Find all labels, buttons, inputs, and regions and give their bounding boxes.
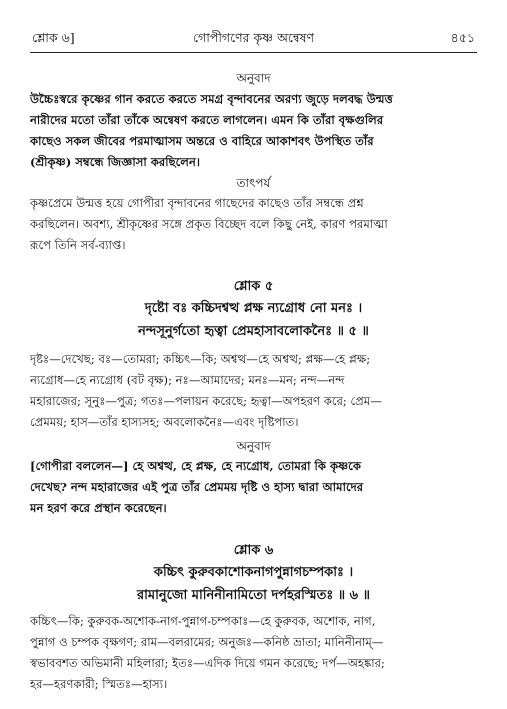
text-line: দৃষ্টঃ—দেখেছ; বঃ—তোমরা; কচ্চিৎ—কি; অশ্বত্থ—হে অশ্বত্থ; প্লক্ষ—হে প্লক্ষ; bbox=[30, 352, 371, 366]
verse-line: রামানুজো মানিনীনামিতো দর্পহরস্মিতঃ ॥ ৬ ॥ bbox=[136, 588, 371, 603]
verse-5-heading: শ্লোক ৫ bbox=[233, 279, 274, 294]
verse-6-heading: শ্লোক ৬ bbox=[233, 543, 274, 558]
text-line: পুন্নাগ ও চম্পক বৃক্ষগণ; রাম—বলরামের; অনুজঃ—কনিষ্ঠ ভ্রাতা; মানিনীনাম্— bbox=[30, 635, 384, 649]
header-chapter-title: গোপীগণের কৃষ্ণ অন্বেষণ bbox=[192, 30, 315, 45]
header-page-number: ৪৫১ bbox=[450, 30, 475, 45]
translation-heading: অনুবাদ bbox=[236, 71, 271, 85]
text-line: হর—হরণকারী; স্মিতঃ—হাস্য। bbox=[30, 677, 168, 691]
verse-line: নন্দসূনুর্গতো হৃত্বা প্রেমহাসাবলোকনৈঃ ॥ ৫ ॥ bbox=[138, 324, 369, 339]
text-line: উচ্চৈঃস্বরে কৃষ্ণের গান করতে করতে সমগ্র বৃন্দাবনের অরণ্য জুড়ে দলবদ্ধ উন্মত্ত bbox=[30, 92, 393, 106]
purport-heading: তাৎপর্য bbox=[236, 176, 271, 190]
verse-6-text bbox=[30, 561, 477, 607]
text-line: ন্যগ্রোধ—হে ন্যগ্রোধ (বট বৃক্ষ); নঃ—আমাদের; মনঃ—মন; নন্দ—নন্দ bbox=[30, 373, 345, 387]
text-line: দেখেছ? নন্দ মহারাজের এই পুত্র তাঁর প্রেমময় দৃষ্টি ও হাস্য দ্বারা আমাদের bbox=[30, 480, 364, 494]
text-line: রূপে তিনি সর্ব-ব্যাপ্ত। bbox=[30, 238, 126, 252]
verse-line: কচ্চিৎ কুরুবকাশোকনাগপুন্নাগচম্পকাঃ । bbox=[153, 565, 354, 580]
text-line: মহারাজের; সূনুঃ—পুত্র; গতঃ—পলায়ন করেছে; হৃত্বা—অপহরণ করে; প্রেম— bbox=[30, 394, 382, 408]
text-line: স্বভাববশত অভিমানী মহিলারা; ইতঃ—এদিক দিয়ে গমন করেছে; দর্প—অহঙ্কার; bbox=[30, 656, 385, 670]
text-line: মন হরণ করে প্রস্থান করেছেন। bbox=[30, 501, 167, 515]
verse-6-synonyms bbox=[30, 611, 477, 695]
page-header bbox=[30, 27, 477, 49]
text-line: (শ্রীকৃষ্ণ) সম্বন্ধে জিজ্ঞাসা করছিলেন। bbox=[30, 155, 201, 169]
header-verse-ref: শ্লোক ৬] bbox=[32, 30, 75, 45]
verse-5-translation bbox=[30, 456, 477, 519]
verse-5-synonyms bbox=[30, 349, 477, 433]
header-rule bbox=[30, 52, 477, 53]
verse-5-text bbox=[30, 297, 477, 343]
translation-text bbox=[30, 89, 477, 173]
text-line: কচ্চিৎ—কি; কুরুবক-অশোক-নাগ-পুন্নাগ-চম্পকাঃ—হে কুরুবক, অশোক, নাগ, bbox=[30, 614, 376, 628]
purport-text bbox=[30, 193, 477, 256]
text-line: প্রেমময়; হাস—তাঁর হাস্যসহ; অবলোকনৈঃ—এবং দৃষ্টিপাত। bbox=[30, 415, 299, 429]
text-line: কৃষ্ণপ্রেমে উন্মত্ত হয়ে গোপীরা বৃন্দাবনের গাছেদের কাছেও তাঁর সম্বন্ধে প্রশ্ন bbox=[30, 196, 364, 210]
verse-5-translation-heading: অনুবাদ bbox=[236, 439, 271, 453]
text-line: করছিলেন। অবশ্য, শ্রীকৃষ্ণের সঙ্গে প্রকৃত বিচ্ছেদ বলে কিছু নেই, কারণ পরমাত্মা bbox=[30, 217, 388, 231]
verse-line: দৃষ্টো বঃ কচ্চিদশ্বত্থ প্লক্ষ ন্যগ্রোধ নো মনঃ । bbox=[144, 301, 363, 316]
text-line: কাছেও সকল জীবের পরমাত্মাসম অন্তরে ও বাহিরে আকাশবৎ উপস্থিত তাঁর bbox=[30, 134, 374, 148]
text-line: [গোপীরা বললেন—] হে অশ্বত্থ, হে প্লক্ষ, হে ন্যগ্রোধ, তোমরা কি কৃষ্ণকে bbox=[30, 459, 361, 473]
text-line: নারীদের মতো তাঁরা তাঁকে অন্বেষণ করতে লাগলেন। এমন কি তাঁরা বৃক্ষগুলির bbox=[30, 113, 384, 127]
